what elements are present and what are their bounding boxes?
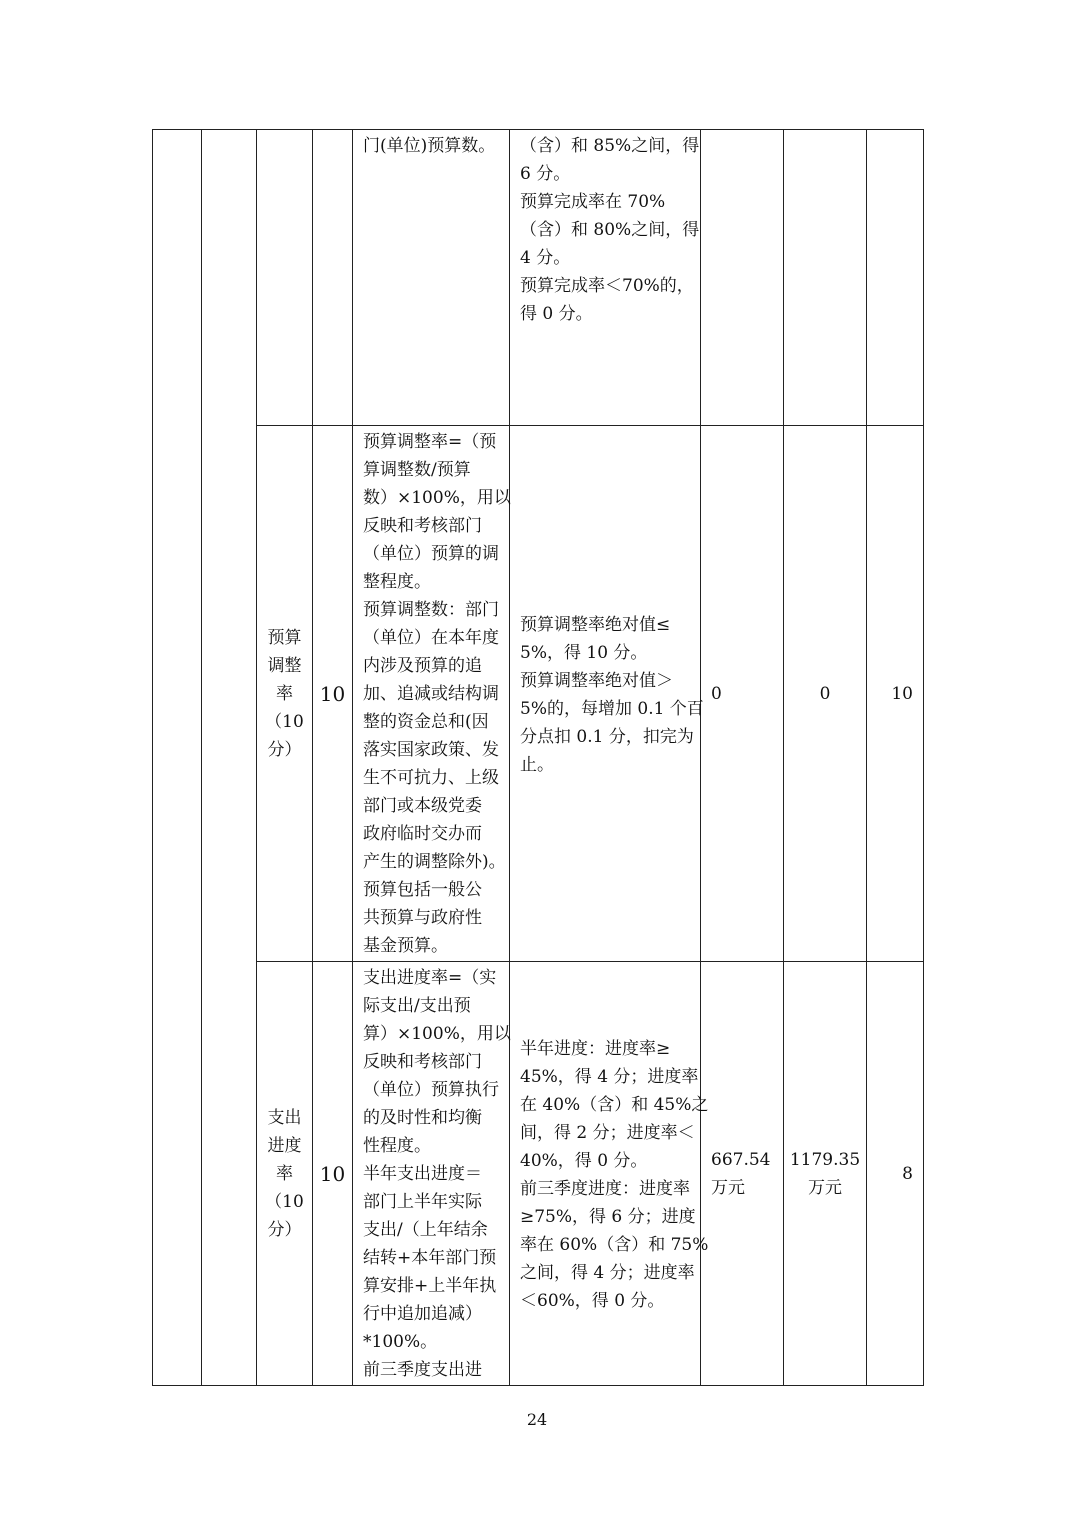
actual-value-cell — [701, 130, 784, 426]
standard-cell: （含）和 85%之间，得 6 分。 预算完成率在 70% （含）和 80%之间，得 4 分。 预算完成率＜70%的， 得 0 分。 — [510, 130, 701, 426]
indicator-cell: 支出 进度 率 （10 分） — [257, 962, 313, 1386]
definition-cell: 支出进度率=（实 际支出/支出预 算）×100%，用以 反映和考核部门 （单位）预算执行 的及时性和均衡 性程度。 半年支出进度＝ 部门上半年实际 支出/（上年结余 结转+本年部门预 算安排+上半年执 行中追加追减） *100%。 前三季度支出进 — [353, 962, 510, 1386]
evaluation-table — [152, 129, 924, 1386]
category-level2-cell — [202, 130, 257, 1386]
page-number: 24 — [526, 1410, 548, 1429]
table-row — [153, 962, 924, 1386]
weight-cell: 10 — [313, 962, 353, 1386]
standard-cell: 预算调整率绝对值≤ 5%，得 10 分。 预算调整率绝对值＞ 5%的，每增加 0.1 个百 分点扣 0.1 分，扣完为 止。 — [510, 426, 701, 962]
points-cell: 8 — [867, 962, 924, 1386]
category-level1-cell — [153, 130, 202, 1386]
actual-value-cell: 0 — [701, 426, 784, 962]
weight-cell — [313, 130, 353, 426]
target-value-cell: 1179.35 万元 — [784, 962, 867, 1386]
table-row — [153, 426, 924, 962]
target-value-cell — [784, 130, 867, 426]
actual-value-cell: 667.54 万元 — [701, 962, 784, 1386]
indicator-cell — [257, 130, 313, 426]
definition-cell: 门(单位)预算数。 — [353, 130, 510, 426]
standard-cell: 半年进度：进度率≥ 45%，得 4 分；进度率 在 40%（含）和 45%之 间，得 2 分；进度率＜ 40%，得 0 分。 前三季度进度：进度率 ≥75%，得 6 分；进度 率在 60%（含）和 75% 之间，得 4 分；进度率 ＜60%，得 0 分。 — [510, 962, 701, 1386]
points-cell: 10 — [867, 426, 924, 962]
definition-cell: 预算调整率=（预 算调整数/预算 数）×100%，用以 反映和考核部门 （单位）预算的调 整程度。 预算调整数：部门 （单位）在本年度 内涉及预算的追 加、追减或结构调 整的资金总和(因 落实国家政策、发 生不可抗力、上级 部门或本级党委 政府临时交办而 产生的调整除外)。 预算包括一般公 共预算与政府性 基金预算。 — [353, 426, 510, 962]
table-row — [153, 130, 924, 426]
weight-cell: 10 — [313, 426, 353, 962]
target-value-cell: 0 — [784, 426, 867, 962]
points-cell — [867, 130, 924, 426]
indicator-cell: 预算 调整 率 （10 分） — [257, 426, 313, 962]
